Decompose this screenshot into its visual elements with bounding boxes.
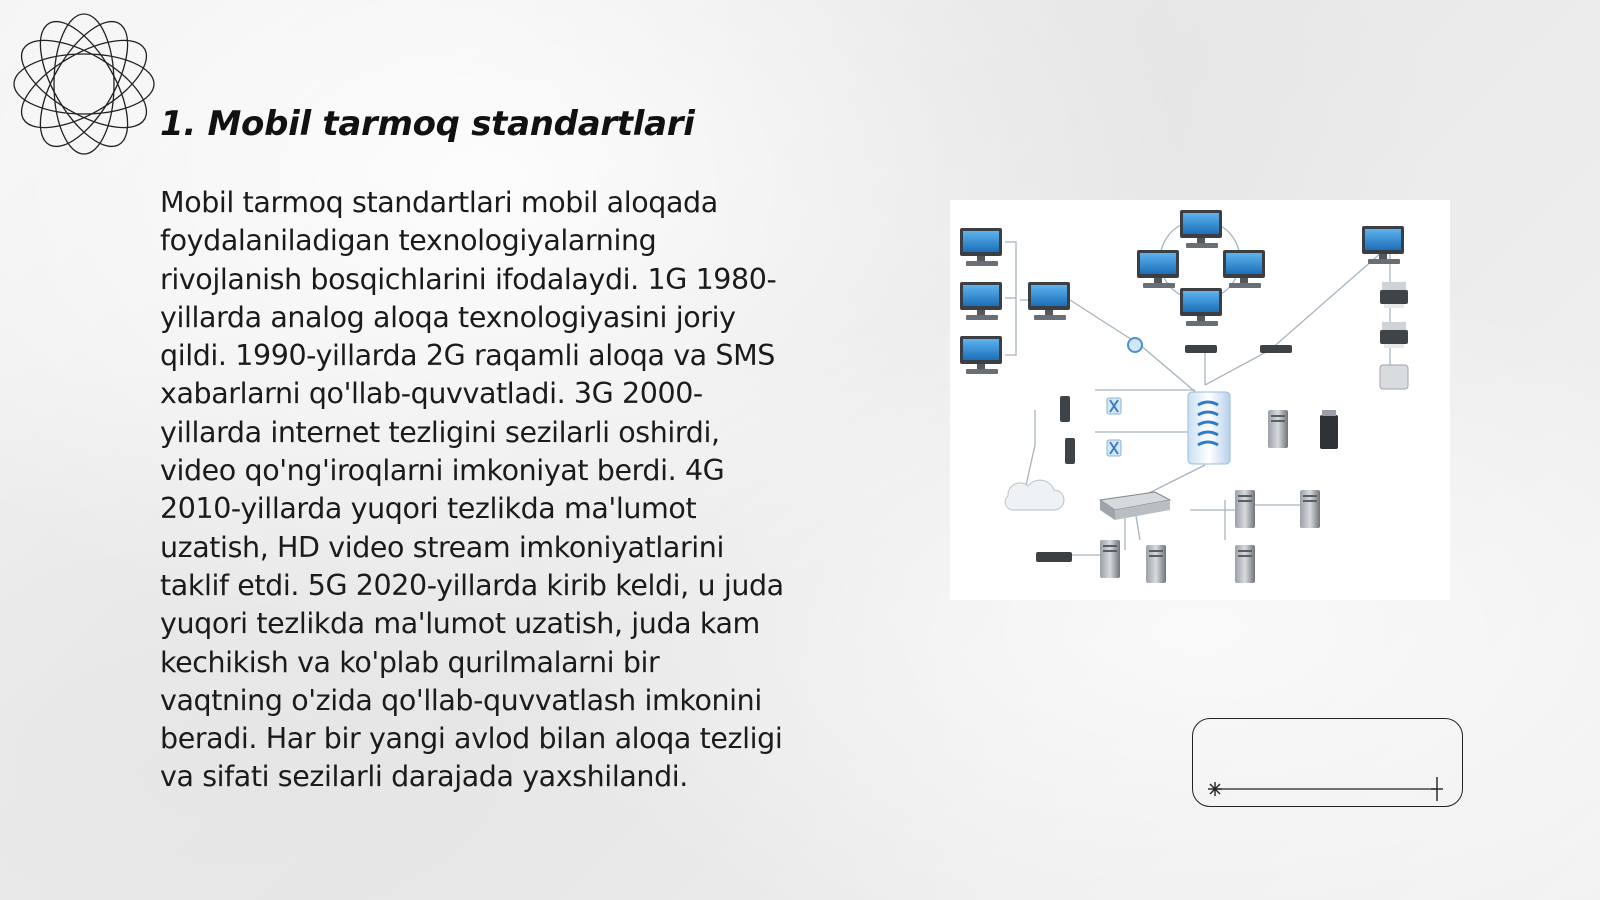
body-line: va sifati sezilarli darajada yaxshilandi. [160, 760, 688, 794]
body-line: rivojlanish bosqichlarini ifodalaydi. 1G 1980- [160, 262, 777, 296]
body-line: uzatish, HD video stream imkoniyatlarini [160, 530, 724, 564]
line-slider-icon [1193, 719, 1464, 808]
network-diagram-image [950, 200, 1450, 600]
body-line: yuqori tezlikda ma'lumot uzatish, juda kam [160, 607, 760, 641]
slider-frame [1192, 718, 1463, 807]
body-line: foydalaniladigan texnologiyalarning [160, 224, 657, 258]
network-diagram-icon [950, 200, 1450, 600]
body-line: yillarda internet tezligini sezilarli oshirdi, [160, 415, 720, 449]
orbit-circles-icon [10, 10, 158, 158]
body-line: Mobil tarmoq standartlari mobil aloqada [160, 186, 718, 219]
body-line: xabarlarni qo'llab-quvvatladi. 3G 2000- [160, 377, 703, 411]
body-line: kechikish va ko'plab qurilmalarni bir [160, 645, 660, 679]
body-line: qildi. 1990-yillarda 2G raqamli aloqa va SMS [160, 339, 775, 373]
slide-body-text [160, 184, 840, 797]
body-line: vaqtning o'zida qo'llab-quvvatlash imkonini [160, 683, 762, 717]
body-line: video qo'ng'iroqlarni imkoniyat berdi. 4G [160, 454, 725, 488]
body-line: 2010-yillarda yuqori tezlikda ma'lumot [160, 492, 697, 526]
body-line: taklif etdi. 5G 2020-yillarda kirib keldi, u juda [160, 568, 784, 602]
body-line: beradi. Har bir yangi avlod bilan aloqa tezligi [160, 722, 783, 756]
slide-title: 1. Mobil tarmoq standartlari [160, 104, 695, 144]
body-line: yillarda analog aloqa texnologiyasini joriy [160, 300, 736, 334]
